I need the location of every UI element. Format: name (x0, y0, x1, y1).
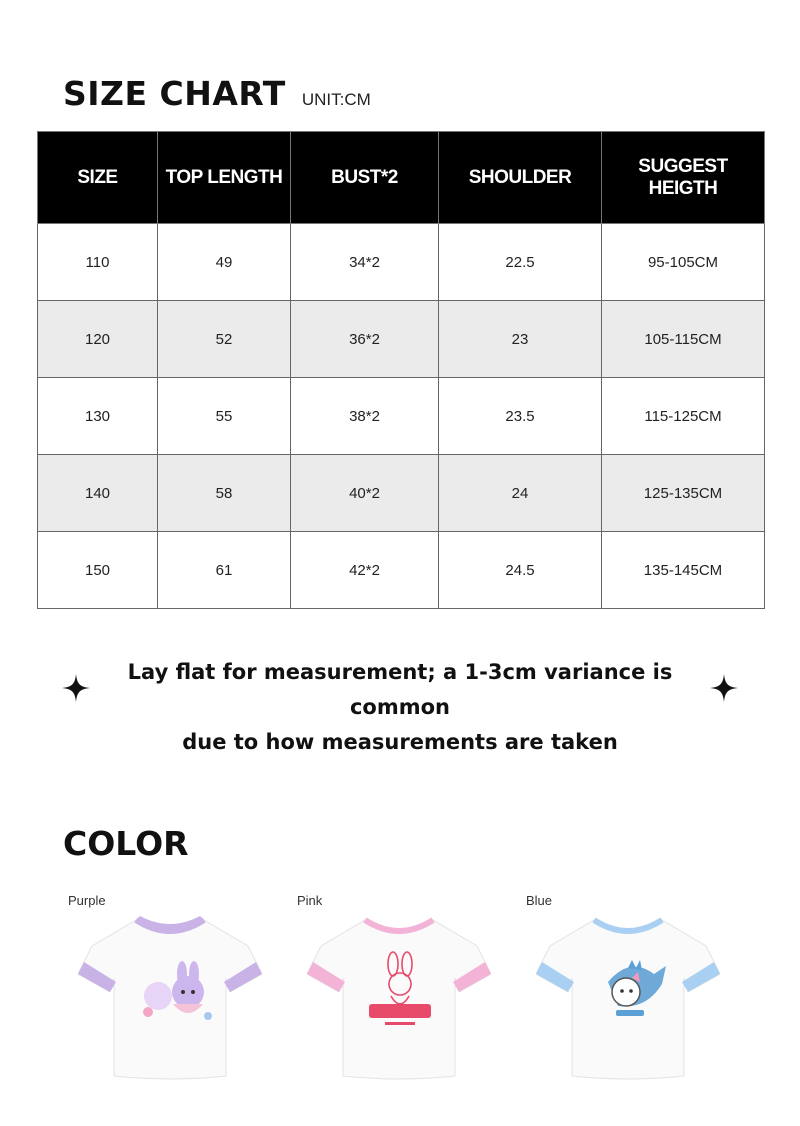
table-row (38, 378, 765, 455)
table-cell: 115-125CM (602, 378, 765, 455)
column-header-shoulder: SHOULDER (439, 132, 602, 224)
column-header-top-length: TOP LENGTH (158, 132, 291, 224)
blue-tshirt-image[interactable] (536, 912, 720, 1082)
table-cell: 23.5 (439, 378, 602, 455)
table-cell: 58 (158, 455, 291, 532)
measurement-note-line-1: Lay flat for measurement; a 1-3cm variance is common (127, 660, 673, 719)
table-cell: 105-115CM (602, 301, 765, 378)
column-header-suggest-height: SUGGEST HEIGTH (602, 132, 765, 224)
measurement-note-line-2: due to how measurements are taken (182, 730, 618, 754)
table-cell: 52 (158, 301, 291, 378)
table-cell: 49 (158, 224, 291, 301)
pink-tshirt-image[interactable] (307, 912, 491, 1082)
measurement-note (100, 655, 700, 760)
table-cell: 95-105CM (602, 224, 765, 301)
table-cell: 24.5 (439, 532, 602, 609)
table-row (38, 455, 765, 532)
table-cell: 34*2 (291, 224, 439, 301)
sparkle-icon (710, 674, 738, 702)
table-cell: 22.5 (439, 224, 602, 301)
table-cell: 55 (158, 378, 291, 455)
table-cell: 150 (38, 532, 158, 609)
table-cell: 120 (38, 301, 158, 378)
table-cell: 42*2 (291, 532, 439, 609)
table-cell: 40*2 (291, 455, 439, 532)
table-row (38, 224, 765, 301)
table-header-row (38, 132, 765, 224)
size-chart-header (63, 74, 371, 113)
purple-tshirt-image[interactable] (78, 912, 262, 1082)
table-row (38, 301, 765, 378)
column-header-bust: BUST*2 (291, 132, 439, 224)
color-option-blue-label: Blue (526, 893, 553, 908)
column-header-size: SIZE (38, 132, 158, 224)
color-section-title: COLOR (63, 824, 189, 863)
table-cell: 110 (38, 224, 158, 301)
table-cell: 125-135CM (602, 455, 765, 532)
color-option-purple-label: Purple (68, 893, 106, 908)
table-row (38, 532, 765, 609)
table-cell: 140 (38, 455, 158, 532)
color-option-pink-label: Pink (297, 893, 323, 908)
table-cell: 61 (158, 532, 291, 609)
table-cell: 130 (38, 378, 158, 455)
size-chart-table (37, 131, 765, 609)
table-cell: 23 (439, 301, 602, 378)
sparkle-icon (62, 674, 90, 702)
table-cell: 36*2 (291, 301, 439, 378)
size-chart-title: SIZE CHART (63, 74, 286, 113)
table-cell: 135-145CM (602, 532, 765, 609)
table-cell: 38*2 (291, 378, 439, 455)
unit-label: UNIT:CM (301, 90, 371, 109)
table-cell: 24 (439, 455, 602, 532)
